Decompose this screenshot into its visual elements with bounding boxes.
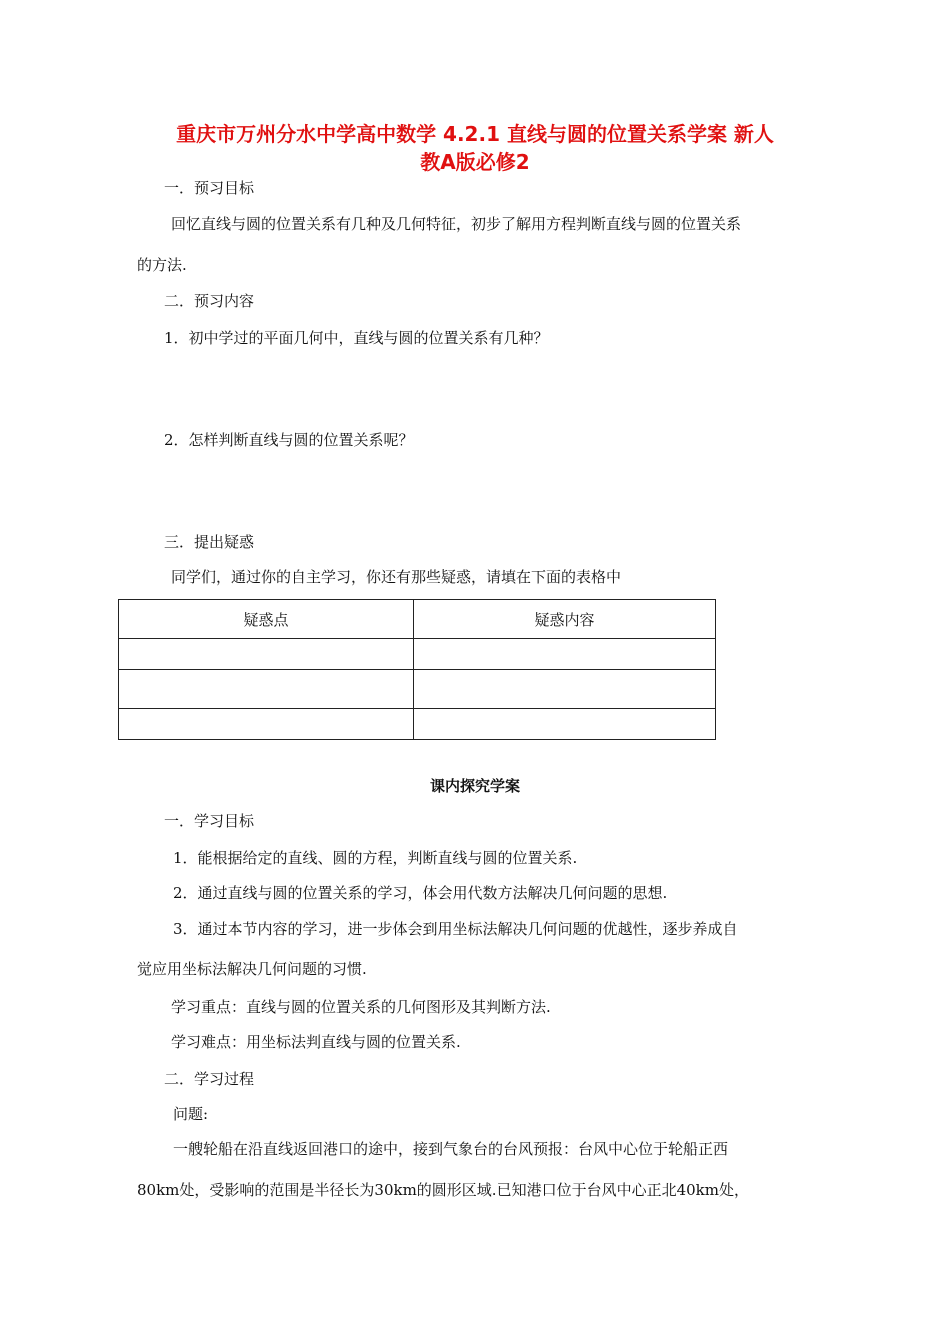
doubts-heading: 三．提出疑惑 — [164, 533, 255, 551]
table-header-doubt-content: 疑惑内容 — [414, 600, 716, 639]
table-cell — [414, 670, 716, 709]
problem-line-2: 80km处，受影响的范围是半径长为30km的圆形区域.已知港口位于台风中心正北40km处， — [137, 1181, 749, 1199]
learning-goals-heading: 一．学习目标 — [164, 812, 255, 830]
preview-question-1: 1．初中学过的平面几何中，直线与圆的位置关系有几种？ — [164, 329, 549, 347]
preview-goal-heading: 一．预习目标 — [164, 179, 255, 197]
table-cell — [119, 639, 414, 670]
problem-line-1: 一艘轮船在沿直线返回港口的途中，接到气象台的台风预报：台风中心位于轮船正西 — [173, 1140, 729, 1158]
title-line-1: 重庆市万州分水中学高中数学 4.2.1 直线与圆的位置关系学案 新人 — [176, 122, 774, 146]
learning-goal-2: 2．通过直线与圆的位置关系的学习，体会用代数方法解决几何问题的思想. — [173, 884, 668, 902]
table-row — [119, 639, 716, 670]
difficult-point: 学习难点：用坐标法判直线与圆的位置关系. — [171, 1033, 461, 1051]
document-title — [120, 120, 830, 176]
doubts-table — [118, 599, 716, 740]
preview-question-2: 2．怎样判断直线与圆的位置关系呢？ — [164, 431, 414, 449]
key-point: 学习重点：直线与圆的位置关系的几何图形及其判断方法. — [171, 998, 551, 1016]
preview-goal-line-1: 回忆直线与圆的位置关系有几种及几何特征，初步了解用方程判断直线与圆的位置关系 — [171, 215, 742, 233]
table-row — [119, 670, 716, 709]
table-row — [119, 709, 716, 740]
doubts-intro: 同学们，通过你的自主学习，你还有那些疑惑，请填在下面的表格中 — [171, 568, 622, 586]
table-cell — [119, 709, 414, 740]
table-header-doubt-point: 疑惑点 — [119, 600, 414, 639]
table-cell — [119, 670, 414, 709]
learning-goal-1: 1．能根据给定的直线、圆的方程，判断直线与圆的位置关系. — [173, 849, 578, 867]
preview-content-heading: 二．预习内容 — [164, 292, 255, 310]
table-cell — [414, 639, 716, 670]
learning-goal-3-line-2: 觉应用坐标法解决几何问题的习惯. — [137, 960, 367, 978]
preview-goal-line-2: 的方法. — [137, 256, 187, 274]
learning-process-heading: 二．学习过程 — [164, 1070, 255, 1088]
title-line-2: 教A版必修2 — [420, 150, 530, 174]
learning-goal-3-line-1: 3．通过本节内容的学习，进一步体会到用坐标法解决几何问题的优越性，逐步养成自 — [173, 920, 738, 938]
problem-label: 问题: — [173, 1105, 209, 1123]
table-header-row — [119, 600, 716, 639]
inclass-heading: 课内探究学案 — [429, 777, 520, 795]
table-cell — [414, 709, 716, 740]
